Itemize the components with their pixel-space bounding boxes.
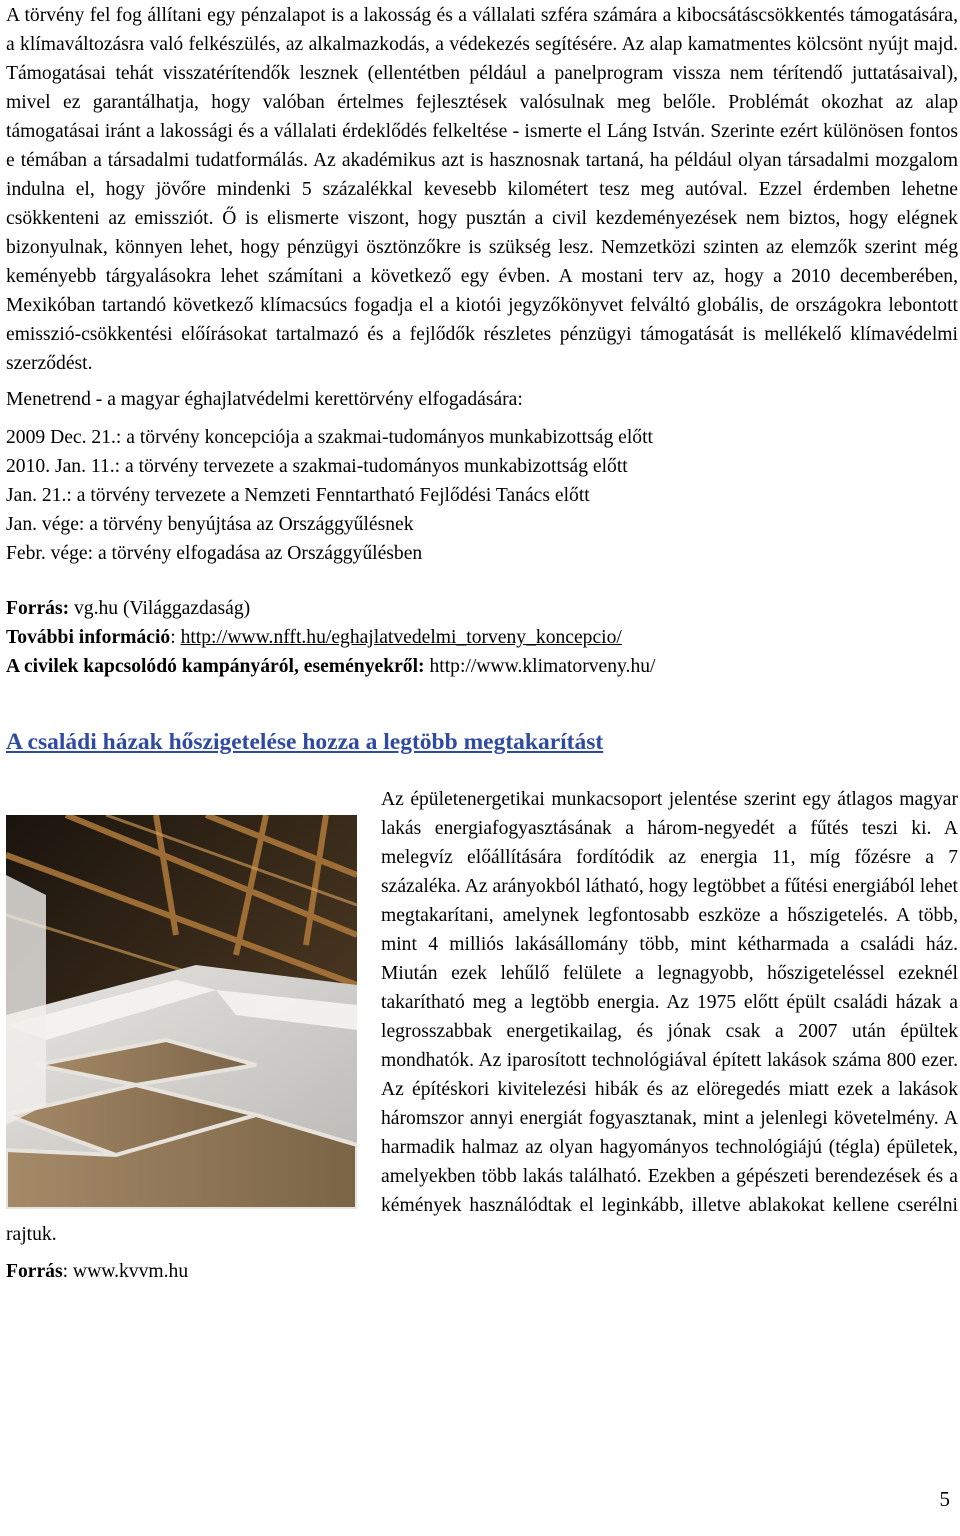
intro-sentence: Ő is elismerte viszont, hogy pusztán a civil kezdeményezések nem biztos, hogy elégnek bizonyulnak, könnyen lehet, hogy pénzügyi ösztönzőkre is szükség lesz. — [6, 208, 958, 258]
article-source-label: Forrás — [6, 1261, 63, 1282]
intro-sentence: Problémát okozhat az alap támogatásai iránt a lakossági és a vállalati érdeklődés felkeltése - ismerte el Láng István. — [6, 92, 958, 142]
intro-sentence: Az alap kamatmentes kölcsönt nyújt majd. — [617, 34, 958, 55]
info-label: További információ — [6, 627, 171, 648]
timeline-date: 2010. Jan. 11. — [6, 456, 115, 477]
intro-sentence: Ezzel érdemben lehetne csökkenteni az emissziót. — [6, 179, 959, 229]
sources-block — [6, 594, 958, 681]
source-value: hu (Világgazdaság) — [98, 598, 251, 619]
article-block — [6, 785, 958, 1286]
timeline-date: 2009 Dec. 21. — [6, 427, 116, 448]
intro-sentence: Szerinte ezért különösen fontos e témában a társadalmi tudatformálás. — [6, 121, 958, 171]
timeline-list — [6, 423, 958, 568]
intro-sentence: Támogatásai tehát visszatérítendők lesznek (ellentétben például a panelprogram vissza nem térítendő juttatásaival), mivel ez garantálhatja, hogy valóban értelmes fejlesztések valósulnak meg belőle. — [6, 63, 958, 113]
photo-illustration — [6, 815, 357, 1209]
source-value: vg. — [69, 598, 99, 619]
article-source — [6, 1257, 958, 1286]
timeline-item — [6, 539, 958, 568]
timeline-date: Febr. — [6, 543, 46, 564]
attic-insulation-photo — [6, 815, 357, 1209]
timeline-title: Menetrend - a magyar éghajlatvédelmi kerettörvény elfogadására: — [6, 389, 523, 410]
timeline-item — [6, 423, 958, 452]
civil-link[interactable]: http://www.klimatorveny.hu/ — [424, 656, 656, 677]
article-source-value: : www.kvvm.hu — [62, 1261, 189, 1282]
info-separator: : — [170, 627, 181, 648]
timeline-item — [6, 510, 958, 539]
timeline-date: Jan. 21. — [6, 485, 67, 506]
intro-sentence: A törvény fel fog állítani egy pénzalapot is a lakosság és a vállalati szféra számára a kibocsátáscsökkentés támogatására, a klímaváltozásra való felkészülés, az alkalmazkodás, a védekezés segítésére. — [6, 5, 958, 55]
intro-sentence: Az akadémikus azt is hasznosnak tartaná, ha például olyan társadalmi mozgalom indulna el, hogy jövőre mindenki 5 százalékkal kevesebb kilométert tesz meg autóval. — [6, 150, 958, 200]
source-line — [6, 594, 958, 623]
timeline-text: vége: a törvény elfogadása az Országgyűlésben — [45, 543, 423, 564]
civil-label: A civilek kapcsolódó kampányáról, eseményekről: — [6, 656, 425, 677]
info-link[interactable]: http://www.nfft.hu/eghajlatvedelmi_torveny_koncepcio/ — [180, 627, 622, 648]
intro-sentence: A mostani terv az, hogy a 2010 decemberében, Mexikóban tartandó következő klímacsúcs fogadja el a kiotói jegyzőkönyvet felváltó globális, de országokra lebontott emisszió-csökkentési előírásokat tartalmazó és a fejlődők részletes pénzügyi támogatását is mellékelő klímavédelmi szerződést. — [6, 266, 958, 374]
timeline-date: Jan. — [6, 514, 38, 535]
page-number: 5 — [939, 1487, 950, 1511]
timeline-item — [6, 481, 958, 510]
timeline-item — [6, 452, 958, 481]
intro-paragraph — [6, 1, 958, 378]
article-body: Az épületenergetikai munkacsoport jelentése szerint egy átlagos magyar lakás energiafogyasztásának a három-negyedét a fűtés teszi ki. A melegvíz előállítására fordítódik az energia 11, míg főzésre a 7 százaléka. Az arányokból látható, hogy legtöbbet a fűtési energiából lehet megtakarítani, amelynek legfontosabb eszköze a hőszigetelés. A több, mint 4 milliós lakásállomány több, mint kétharmada a családi ház. Miután ezek lehűlő felülete a legnagyobb, hőszigeteléssel ezeknél takarítható meg a legtöbb energia. Az 1975 előtt épült családi házak a legrosszabbak energetikailag, és jónak csak a 2007 után épültek mondhatók. Az iparosított technológiával épített lakások száma 800 ezer. Az építéskori kivitelezési hibák és az elöregedés miatt ezek a lakások háromszor annyi energiát fogyasztanak, mint a jelenlegi követelmény. A harmadik halmaz az olyan hagyományos technológiájú (tégla) épületek, amelyekben több lakás található. Ezekben a gépészeti berendezések és a kémények használódtak el leginkább, illetve ablakokat kellene cserélni rajtuk. — [6, 789, 958, 1245]
article-heading: A családi házak hőszigetelése hozza a legtöbb megtakarítást — [6, 729, 604, 755]
document-page — [6, 0, 958, 1286]
timeline-text: : a törvény tervezete a szakmai-tudományos munkabizottság előtt — [114, 456, 628, 477]
timeline-text: : a törvény tervezete a Nemzeti Fenntartható Fejlődési Tanács előtt — [66, 485, 590, 506]
source-label: Forrás: — [6, 598, 70, 619]
intro-sentence: Nemzetközi szinten az elemzők szerint még keményebb tárgyalásokra lehet számítani a következő egy évben. — [6, 237, 958, 287]
timeline-text: vége: a törvény benyújtása az Országgyűlésnek — [37, 514, 414, 535]
civil-line — [6, 652, 958, 681]
timeline-text: : a törvény koncepciója a szakmai-tudományos munkabizottság előtt — [115, 427, 653, 448]
info-line — [6, 623, 958, 652]
